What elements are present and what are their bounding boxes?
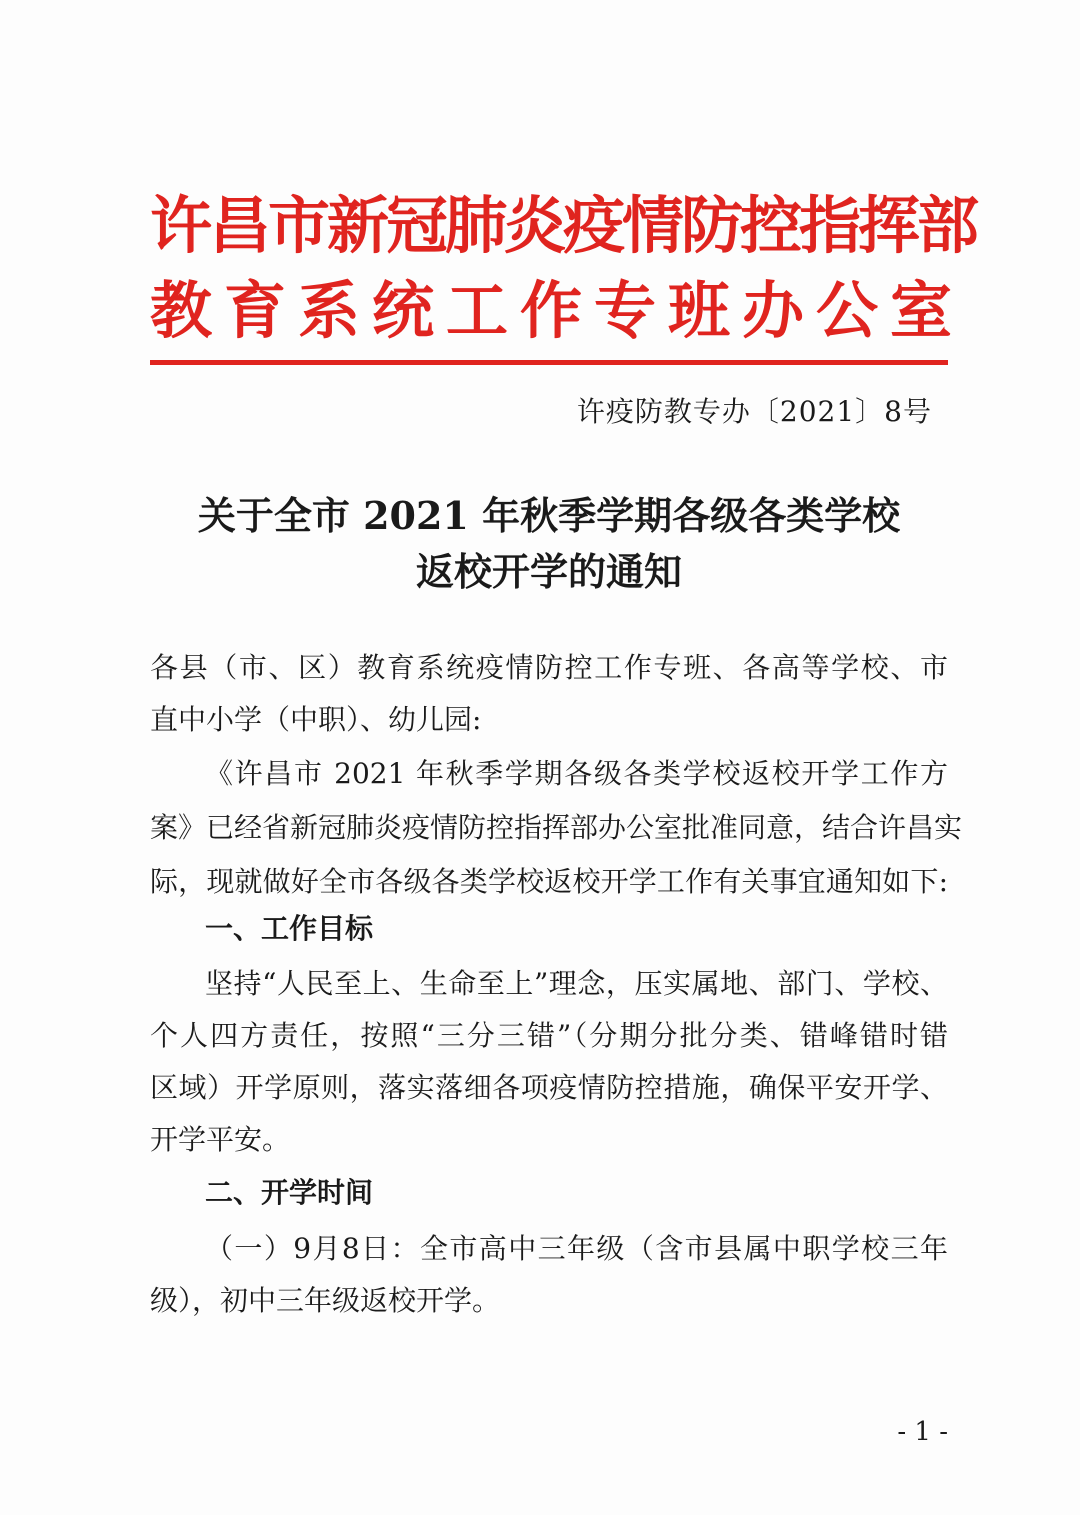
document-number: 许疫防教专办〔2021〕8号 [576, 395, 932, 428]
page-number: - 1 - [897, 1417, 948, 1447]
intro-line3: 际，现就做好全市各级各类学校返校开学工作有关事宜通知如下: [150, 865, 948, 898]
section2-item1-line2: 级），初中三年级返校开学。 [150, 1284, 501, 1317]
masthead-title-line2: 教育系统工作专班办公室 [150, 274, 965, 347]
section2-heading: 二、开学时间 [205, 1176, 374, 1209]
intro-line2: 案》已经省新冠肺炎疫情防控指挥部办公室批准同意，结合许昌实 [150, 811, 963, 844]
section1-line4: 开学平安。 [150, 1123, 291, 1156]
masthead-red-rule [150, 360, 948, 365]
masthead-title-line1: 许昌市新冠肺炎疫情防控指挥部 [150, 189, 977, 262]
section1-line1: 坚持“人民至上、生命至上”理念，压实属地、部门、学校、 [205, 967, 948, 1000]
section1-line3: 区域）开学原则，落实落细各项疫情防控措施，确保平安开学、 [150, 1071, 948, 1104]
addressee-line1: 各县（市、区）教育系统疫情防控工作专班、各高等学校、市 [150, 651, 948, 684]
section1-line2: 个人四方责任，按照“三分三错”（分期分批分类、错峰错时错 [150, 1019, 948, 1052]
addressee-line2: 直中小学（中职）、幼儿园: [150, 703, 482, 736]
notice-title-line2: 返校开学的通知 [415, 549, 682, 594]
intro-line1: 《许昌市 2021 年秋季学期各级各类学校返校开学工作方 [205, 757, 948, 790]
section2-item1-line1: （一）9月8日：全市高中三年级（含市县属中职学校三年 [205, 1232, 948, 1265]
notice-title-line1: 关于全市 2021 年秋季学期各级各类学校 [197, 493, 901, 538]
section1-heading: 一、工作目标 [205, 912, 374, 945]
